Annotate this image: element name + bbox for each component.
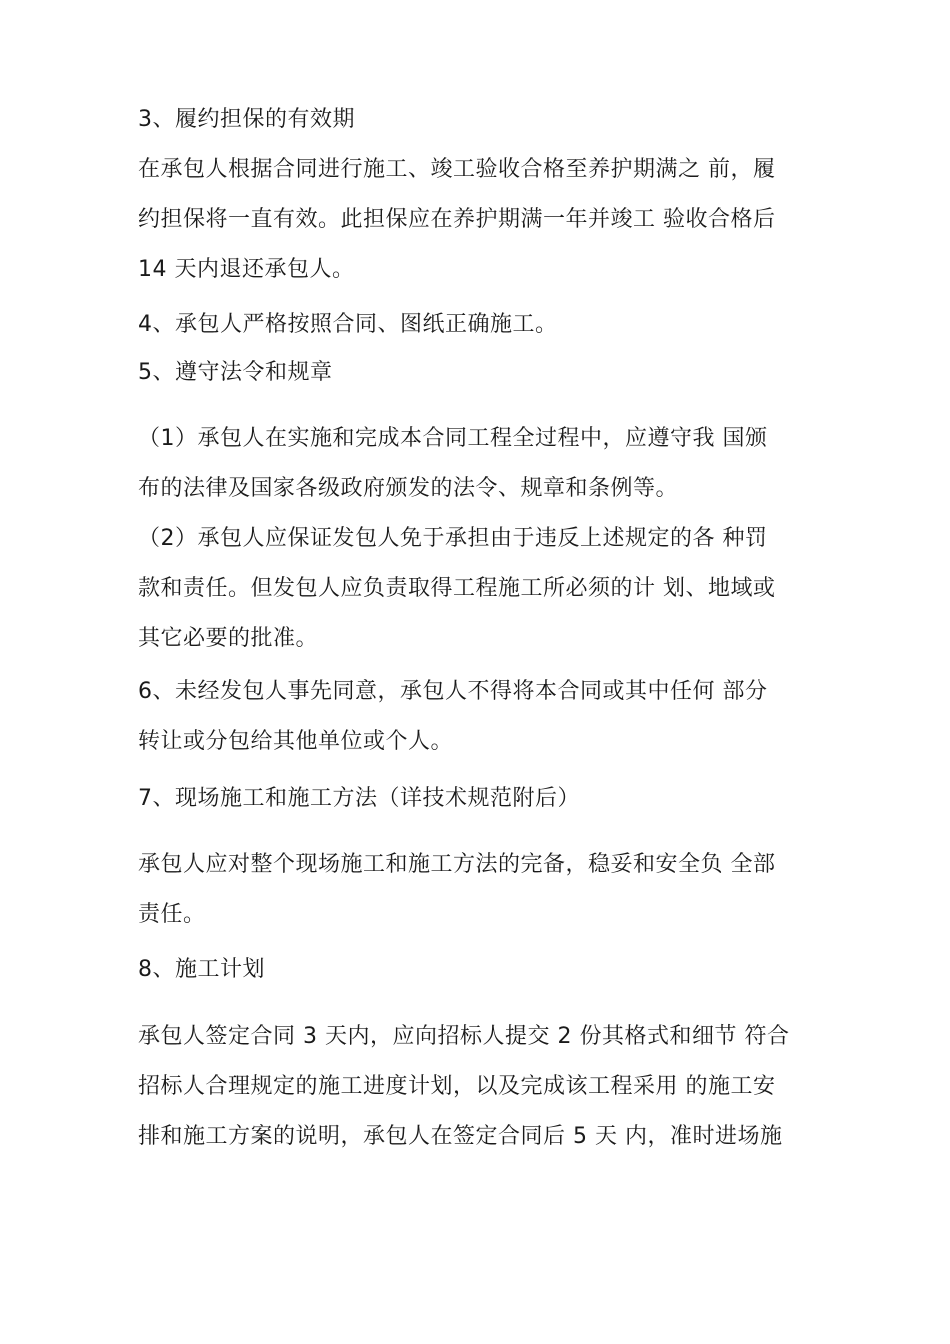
paragraph-line: （2）承包人应保证发包人免于承担由于违反上述规定的各 种罚 bbox=[138, 526, 768, 551]
paragraph-line: 承包人签定合同 3 天内，应向招标人提交 2 份其格式和细节 符合 bbox=[138, 1024, 790, 1049]
paragraph-line: 款和责任。但发包人应负责取得工程施工所必须的计 划、地域或 bbox=[138, 576, 776, 601]
paragraph-line: （1）承包人在实施和完成本合同工程全过程中，应遵守我 国颁 bbox=[138, 426, 768, 451]
paragraph-line: 招标人合理规定的施工进度计划，以及完成该工程采用 的施工安 bbox=[138, 1074, 776, 1099]
paragraph-line: 排和施工方案的说明，承包人在签定合同后 5 天 内，准时进场施 bbox=[138, 1124, 783, 1149]
heading-site-construction-methods: 7、现场施工和施工方法（详技术规范附后） bbox=[138, 786, 580, 811]
paragraph-line: 约担保将一直有效。此担保应在养护期满一年并竣工 验收合格后 bbox=[138, 207, 776, 232]
paragraph-line: 责任。 bbox=[138, 902, 206, 927]
heading-construction-plan: 8、施工计划 bbox=[138, 957, 265, 982]
paragraph-line: 转让或分包给其他单位或个人。 bbox=[138, 729, 454, 754]
paragraph-line: 承包人应对整个现场施工和施工方法的完备，稳妥和安全负 全部 bbox=[138, 852, 776, 877]
paragraph-line: 其它必要的批准。 bbox=[138, 626, 319, 651]
paragraph-line: 14 天内退还承包人。 bbox=[138, 257, 355, 282]
paragraph-line: 在承包人根据合同进行施工、竣工验收合格至养护期满之 前，履 bbox=[138, 157, 776, 182]
heading-construction-per-contract: 4、承包人严格按照合同、图纸正确施工。 bbox=[138, 312, 558, 337]
heading-comply-laws: 5、遵守法令和规章 bbox=[138, 360, 333, 385]
heading-no-subcontracting: 6、未经发包人事先同意，承包人不得将本合同或其中任何 部分 bbox=[138, 679, 768, 704]
heading-performance-guarantee-validity: 3、履约担保的有效期 bbox=[138, 107, 355, 132]
paragraph-line: 布的法律及国家各级政府颁发的法令、规章和条例等。 bbox=[138, 476, 679, 501]
